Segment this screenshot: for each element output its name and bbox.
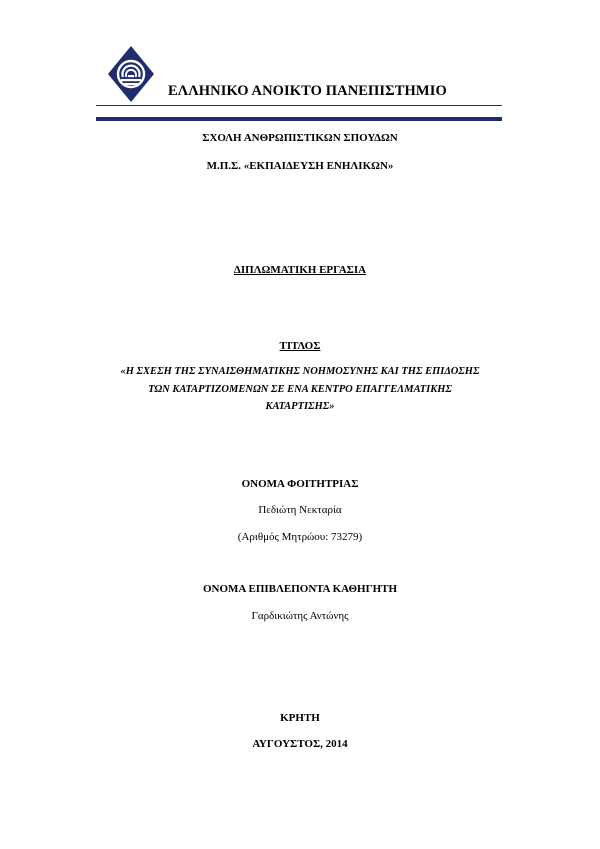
supervisor-label: ΟΝΟΜΑ ΕΠΙΒΛΕΠΟΝΤΑ ΚΑΘΗΓΗΤΗ — [202, 583, 398, 595]
program-name: Μ.Π.Σ. «ΕΚΠΑΙΔΕΥΣΗ ΕΝΗΛΙΚΩΝ» — [206, 160, 394, 172]
date: ΑΥΓΟΥΣΤΟΣ, 2014 — [252, 738, 348, 750]
student-label: ΟΝΟΜΑ ΦΟΙΤΗΤΡΙΑΣ — [241, 478, 359, 490]
title-label: ΤΙΤΛΟΣ — [279, 340, 321, 352]
place: ΚΡΗΤΗ — [280, 712, 320, 724]
university-emblem-icon — [106, 44, 156, 104]
school-name: ΣΧΟΛΗ ΑΝΘΡΩΠΙΣΤΙΚΩΝ ΣΠΟΥΔΩΝ — [202, 132, 398, 144]
university-name: ΕΛΛΗΝΙΚΟ ΑΝΟΙΚΤΟ ΠΑΝΕΠΙΣΤΗΜΙΟ — [168, 83, 447, 99]
title-line-2: ΤΩΝ ΚΑΤΑΡΤΙΖΟΜΕΝΩΝ ΣΕ ΕΝΑ ΚΕΝΤΡΟ ΕΠΑΓΓΕΛΜΑΤΙΚΗΣ — [148, 384, 452, 395]
header-divider-thick — [96, 117, 502, 121]
title-line-1: «Η ΣΧΕΣΗ ΤΗΣ ΣΥΝΑΙΣΘΗΜΑΤΙΚΗΣ ΝΟΗΜΟΣΥΝΗΣ ΚΑΙ ΤΗΣ ΕΠΙΔΟΣΗΣ — [120, 366, 480, 377]
supervisor-name: Γαρδικιώτης Αντώνης — [251, 610, 349, 622]
student-registration: (Αριθμός Μητρώου: 73279) — [237, 531, 363, 543]
header-divider-thin — [96, 105, 502, 106]
document-type: ΔΙΠΛΩΜΑΤΙΚΗ ΕΡΓΑΣΙΑ — [233, 264, 367, 276]
student-name: Πεδιώτη Νεκταρία — [258, 504, 342, 516]
title-line-3: ΚΑΤΑΡΤΙΣΗΣ» — [265, 401, 335, 412]
